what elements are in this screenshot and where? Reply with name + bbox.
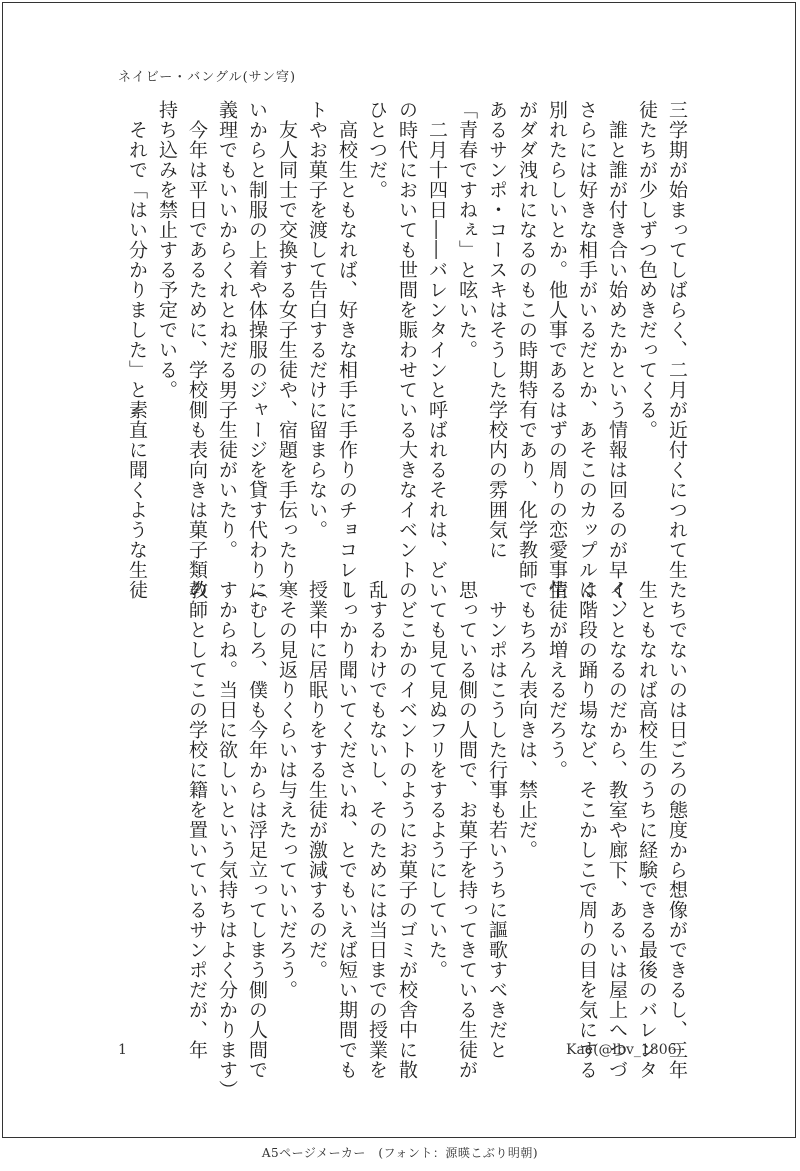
text-line: 友人同士で交換する女子生徒や、宿題を手伝ったり寒 — [276, 100, 298, 600]
text-line: 義理でもいいからくれとねだる男子生徒がいたり。 — [216, 100, 238, 560]
text-line: く階段の踊り場など、そこかしこで周りの目を気にする — [576, 580, 598, 1080]
text-line: 別れたらしいとか。他人事であるはずの周りの恋愛事情 — [546, 100, 568, 600]
text-line: がダダ洩れになるのもこの時期特有であり、化学教師で — [516, 100, 538, 600]
text-line: サンポはこうした行事も若いうちに謳歌すべきだと — [486, 580, 508, 1060]
text-line: いても見て見ぬフリをするようにしていた。 — [426, 580, 448, 980]
text-line: たちでないのは日ごろの態度から想像ができるし、三年 — [666, 580, 688, 1080]
text-line: どこかのイベントのようにお菓子のゴミが校舎中に散 — [396, 580, 418, 1080]
text-line: もちろん表向きは、禁止だ。 — [516, 580, 538, 860]
text-line: すからね。当日に欲しいという気持ちはよく分かります） — [216, 580, 238, 1100]
text-line: 徒たちが少しずつ色めきだってくる。 — [636, 100, 658, 440]
text-line: 今年は平日であるために、学校側も表向きは菓子類の — [186, 100, 208, 600]
text-line: 思っている側の人間で、お菓子を持ってきている生徒が — [456, 580, 478, 1080]
text-line: その見返りくらいは与えたっていいだろう。 — [276, 580, 298, 1000]
text-line: 乱するわけでもないし、そのためには当日までの授業を — [366, 580, 388, 1080]
text-line: それで「はい分かりました」と素直に聞くような生徒 — [126, 100, 148, 600]
running-title: ネイビー・バングル(サン穹) — [118, 70, 297, 85]
text-line: （むしろ、僕も今年からは浮足立ってしまう側の人間で — [246, 580, 268, 1080]
text-line: 生ともなれば高校生のうちに経験できる最後のバレンタ — [636, 580, 658, 1080]
author-credit: Kae(@lbv_1806) — [566, 1042, 682, 1058]
text-line: 二月十四日――バレンタインと呼ばれるそれは、ど — [426, 100, 448, 580]
text-line: 教師としてこの学校に籍を置いているサンポだが、年 — [186, 580, 208, 1060]
text-line: トやお菓子を渡して告白するだけに留まらない。 — [306, 100, 328, 540]
text-line: さらには好きな相手がいるだとか、あそこのカップルは — [576, 100, 598, 600]
text-line: 授業中に居眠りをする生徒が激減するのだ。 — [306, 580, 328, 980]
footer-caption: A5ページメーカー (フォント：源暎こぶり明朝) — [261, 1146, 539, 1160]
text-line: 持ち込みを禁止する予定でいる。 — [156, 100, 178, 400]
text-line: 三学期が始まってしばらく、二月が近付くにつれて生 — [666, 100, 688, 580]
upper-text-block — [126, 100, 692, 620]
text-line: 誰と誰が付き合い始めたかという情報は回るのが早く、 — [606, 100, 628, 620]
page-number: 1 — [118, 1042, 127, 1058]
text-line: 生徒が増えるだろう。 — [546, 580, 568, 780]
text-line: の時代においても世間を賑わせている大きなイベントの — [396, 100, 418, 600]
text-line: 高校生ともなれば、好きな相手に手作りのチョコレー — [336, 100, 358, 600]
text-line: インとなるのだから、教室や廊下、あるいは屋上へつづ — [606, 580, 628, 1080]
text-line: 「青春ですねぇ」と呟いた。 — [456, 100, 478, 360]
text-line: しっかり聞いてくださいね、とでもいえば短い期間でも — [336, 580, 358, 1080]
text-line: ひとつだ。 — [366, 100, 388, 200]
text-line: いからと制服の上着や体操服のジャージを貸す代わりに — [246, 100, 268, 600]
text-line: あるサンポ・コースキはそうした学校内の雰囲気に — [486, 100, 508, 560]
